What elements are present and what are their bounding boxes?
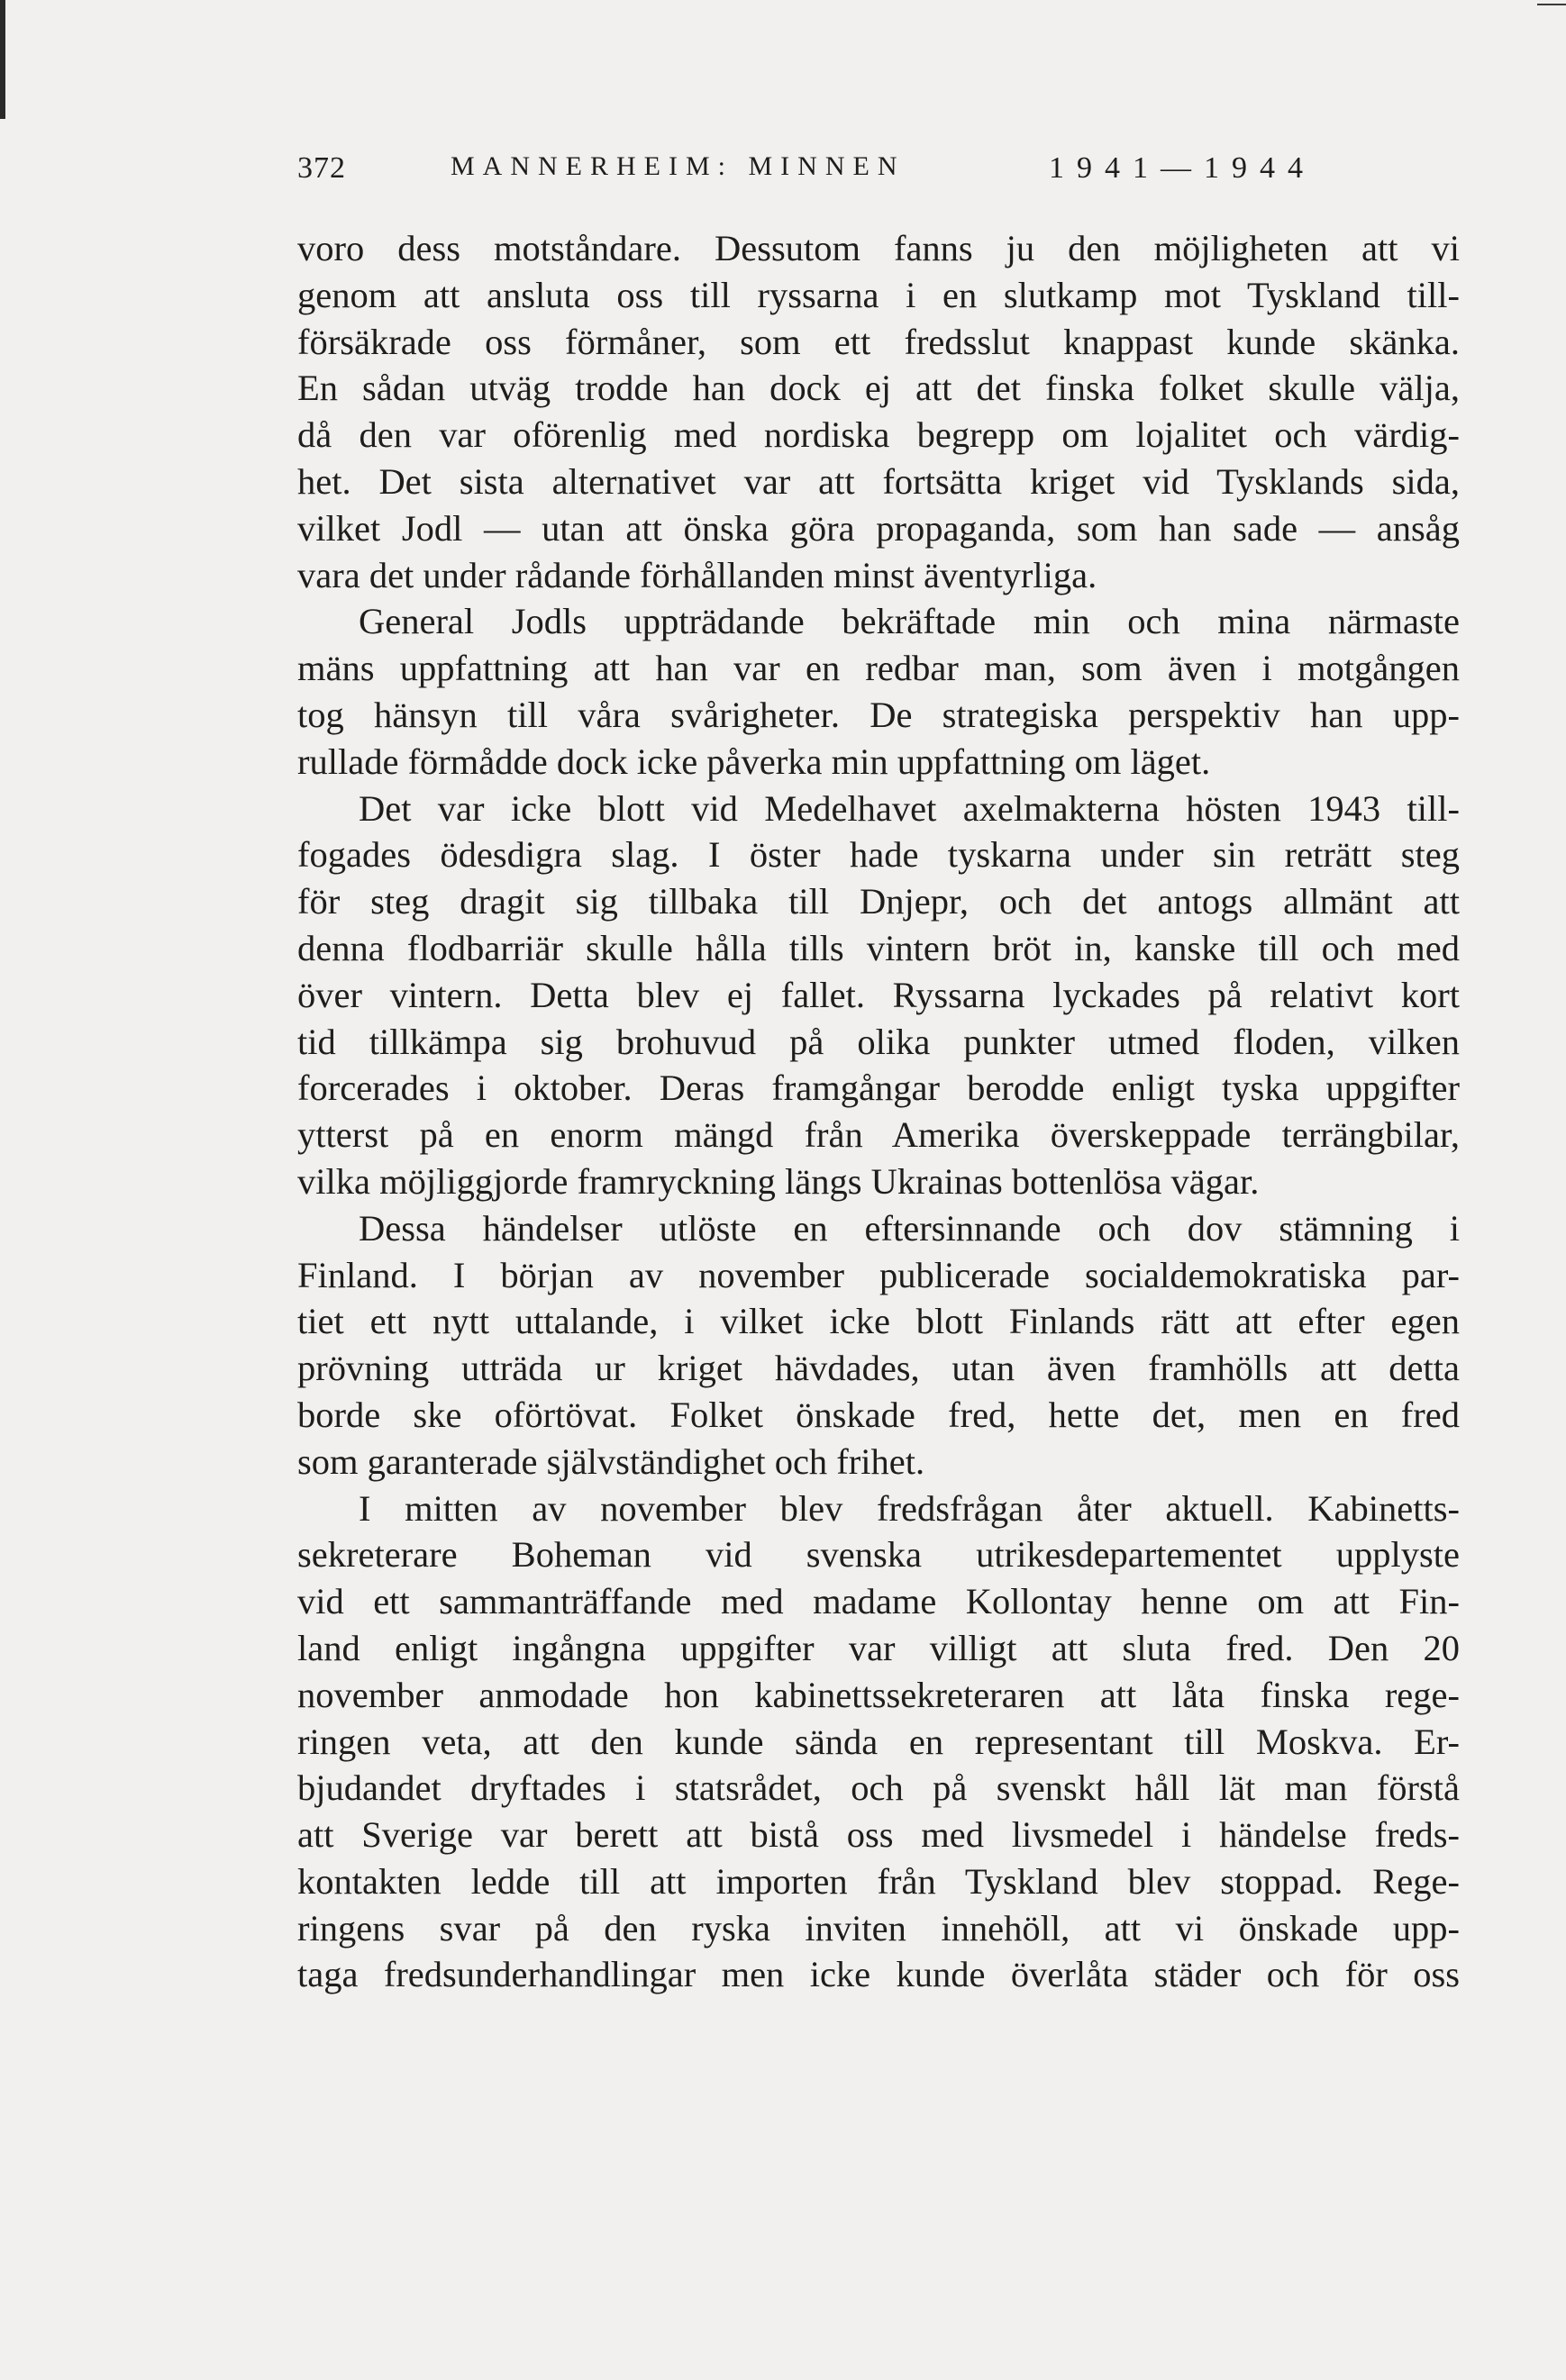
text-line: tog hänsyn till våra svårigheter. De strategiska perspektiv han upp-	[297, 694, 1460, 735]
paragraph-4	[297, 1205, 1460, 1485]
text-line: En sådan utväg trodde han dock ej att det finska folket skulle välja,	[297, 368, 1460, 409]
text-line: denna flodbarriär skulle hålla tills vintern bröt in, kanske till och med	[297, 927, 1460, 968]
text-line: tiet ett nytt uttalande, i vilket icke blott Finlands rätt att efter egen	[297, 1301, 1460, 1342]
text-line: vara det under rådande förhållanden minst äventyrliga.	[297, 554, 1097, 595]
text-line: land enligt ingångna uppgifter var villigt att sluta fred. Den 20	[297, 1627, 1460, 1668]
running-head-title: MANNERHEIM: MINNEN	[451, 151, 906, 181]
text-line: då den var oförenlig med nordiska begrepp om lojalitet och värdig-	[297, 414, 1460, 456]
text-line: voro dess motståndare. Dessutom fanns ju den möjligheten att vi	[297, 228, 1460, 268]
text-line: General Jodls uppträdande bekräftade min och mina närmaste	[359, 601, 1460, 642]
paragraph-1	[297, 225, 1460, 598]
text-line: forcerades i oktober. Deras framgångar berodde enligt tyska uppgifter	[297, 1067, 1460, 1109]
text-line: Det var icke blott vid Medelhavet axelmakterna hösten 1943 till-	[359, 787, 1460, 829]
text-line: som garanterade självständighet och frihet.	[297, 1440, 925, 1482]
text-line: försäkrade oss förmåner, som ett fredsslut knappast kunde skänka.	[297, 321, 1460, 362]
text-line: kontakten ledde till att importen från Tyskland blev stoppad. Rege-	[297, 1860, 1460, 1902]
text-line: Finland. I början av november publicerade socialdemokratiska par-	[297, 1254, 1460, 1295]
text-line: ringen veta, att den kunde sända en representant till Moskva. Er-	[297, 1721, 1460, 1762]
text-line: bjudandet dryftades i statsrådet, och på svenskt håll lät man förstå	[297, 1767, 1460, 1809]
text-line: taga fredsunderhandlingar men icke kunde överlåta städer och för oss	[297, 1954, 1460, 1995]
text-line: för steg dragit sig tillbaka till Dnjepr, och det antogs allmänt att	[297, 881, 1460, 922]
text-line: över vintern. Detta blev ej fallet. Ryssarna lyckades på relativt kort	[297, 974, 1460, 1015]
text-line: tid tillkämpa sig brohuvud på olika punkter utmed floden, vilken	[297, 1021, 1460, 1062]
text-line: vilket Jodl — utan att önska göra propaganda, som han sade — ansåg	[297, 507, 1460, 549]
text-line: november anmodade hon kabinettssekreteraren att låta finska rege-	[297, 1674, 1460, 1715]
scan-corner-mark	[1537, 4, 1566, 5]
page-number: 372	[297, 151, 346, 185]
running-head	[297, 151, 1460, 198]
text-line: Dessa händelser utlöste en eftersinnande och dov stämning i	[359, 1207, 1460, 1249]
text-line: sekreterare Boheman vid svenska utrikesdepartementet upplyste	[297, 1534, 1460, 1576]
text-line: borde ske oförtövat. Folket önskade fred, hette det, men en fred	[297, 1394, 1460, 1435]
running-head-years: 1941—1944	[1049, 151, 1316, 185]
text-line: vid ett sammanträffande med madame Kollontay henne om att Fin-	[297, 1581, 1460, 1622]
text-line: prövning utträda ur kriget hävdades, utan även framhölls att detta	[297, 1348, 1460, 1389]
text-line: rullade förmådde dock icke påverka min uppfattning om läget.	[297, 740, 1211, 782]
paragraph-5	[297, 1485, 1460, 1999]
text-line: att Sverige var berett att bistå oss med livsmedel i händelse freds-	[297, 1814, 1460, 1856]
text-line: mäns uppfattning att han var en redbar man, som även i motgången	[297, 648, 1460, 689]
text-line: genom att ansluta oss till ryssarna i en slutkamp mot Tyskland till-	[297, 274, 1460, 315]
scan-edge-mark	[0, 0, 5, 119]
text-line: ringens svar på den ryska inviten innehöll, att vi önskade upp-	[297, 1907, 1460, 1949]
body-text	[297, 225, 1460, 1998]
text-line: het. Det sista alternativet var att fortsätta kriget vid Tysklands sida,	[297, 460, 1460, 502]
text-line: I mitten av november blev fredsfrågan åter aktuell. Kabinetts-	[359, 1487, 1460, 1529]
text-line: fogades ödesdigra slag. I öster hade tyskarna under sin reträtt steg	[297, 834, 1460, 876]
paragraph-2	[297, 598, 1460, 785]
paragraph-3	[297, 786, 1460, 1205]
text-line: vilka möjliggjorde framryckning längs Ukrainas bottenlösa vägar.	[297, 1160, 1260, 1202]
text-line: ytterst på en enorm mängd från Amerika överskeppade terrängbilar,	[297, 1114, 1460, 1156]
